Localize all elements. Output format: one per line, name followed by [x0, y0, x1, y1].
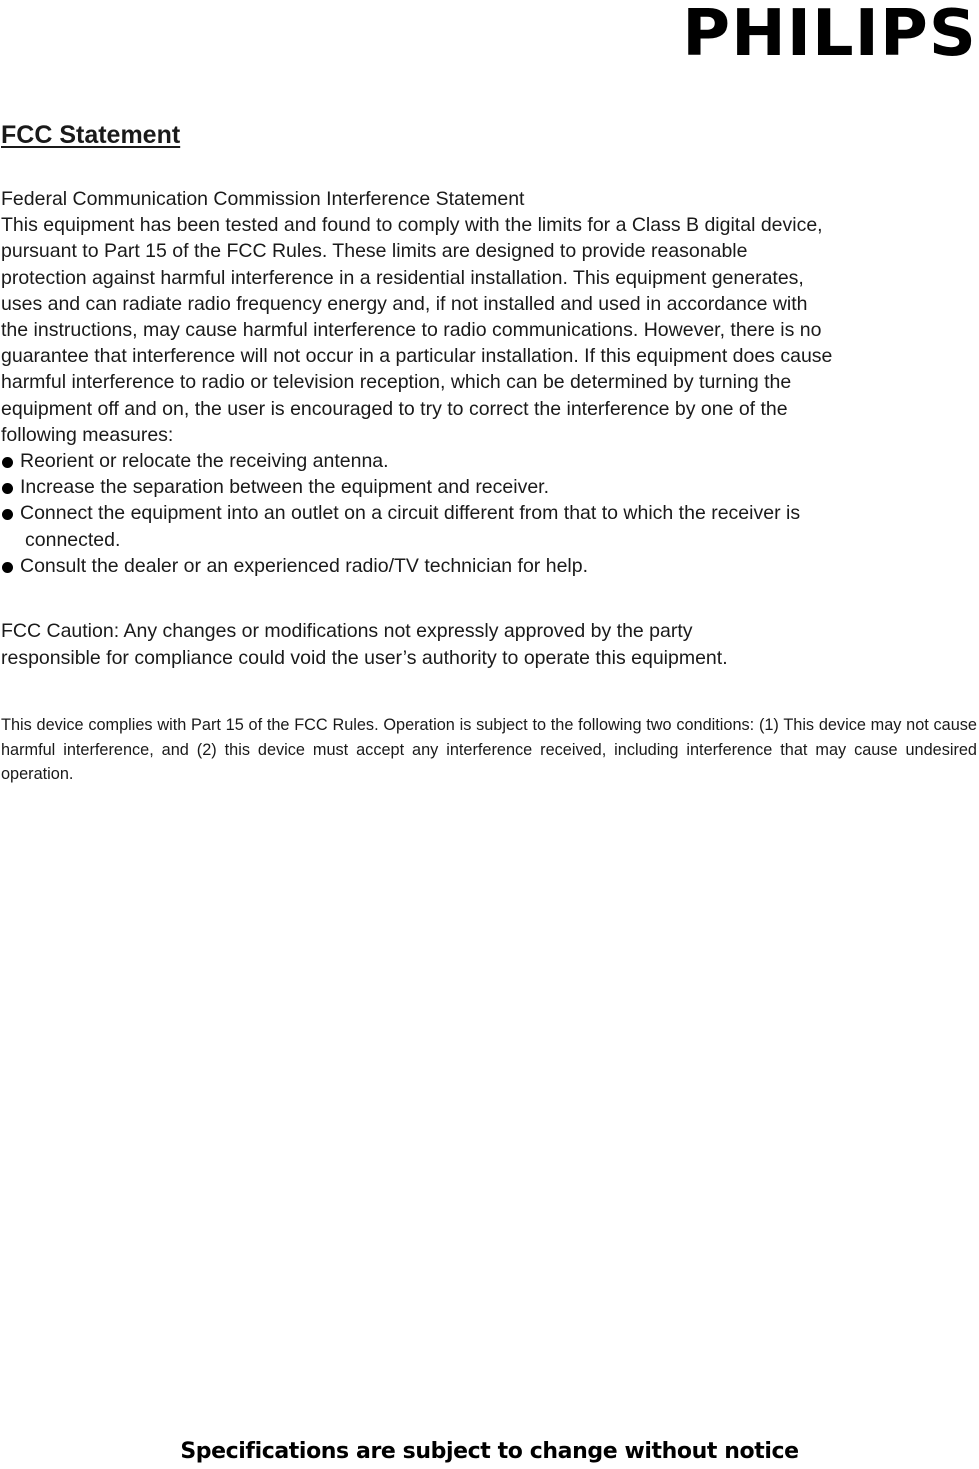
interference-line: This equipment has been tested and found to comply with the limits for a Class B digital device, [1, 214, 823, 237]
interference-line: uses and can radiate radio frequency energy and, if not installed and used in accordance with [1, 292, 808, 315]
measures-list [1, 448, 977, 579]
footer-notice: Specifications are subject to change without notice [180, 1439, 799, 1464]
interference-line: following measures: [1, 423, 174, 446]
interference-line: pursuant to Part 15 of the FCC Rules. These limits are designed to provide reasonable [1, 240, 748, 263]
bullet-icon [2, 483, 13, 494]
philips-logo: PHILIPS [682, 0, 977, 71]
interference-line: the instructions, may cause harmful interference to radio communications. However, there is no [1, 319, 822, 342]
list-item [1, 500, 977, 552]
list-item [1, 448, 977, 474]
list-item [1, 553, 977, 579]
measure-text: Consult the dealer or an experienced radio/TV technician for help. [20, 554, 589, 577]
fcc-caution [1, 618, 977, 671]
bullet-icon [2, 457, 13, 468]
interference-line: equipment off and on, the user is encouraged to try to correct the interference by one of the [1, 397, 788, 420]
interference-line: harmful interference to radio or television reception, which can be determined by turning the [1, 371, 792, 394]
list-item [1, 474, 977, 500]
measure-text: Connect the equipment into an outlet on a circuit different from that to which the receiver is [20, 502, 801, 525]
compliance-statement [1, 713, 977, 787]
bullet-icon [2, 509, 13, 520]
compliance-text: This device complies with Part 15 of the FCC Rules. Operation is subject to the following two conditions: (1) This device may not cause harmful interference, and (2) this device must accept any interference received, including interference that may cause undesired operation. [1, 716, 977, 783]
page-title: FCC Statement [1, 121, 181, 149]
bullet-icon [2, 562, 13, 573]
interference-heading: Federal Communication Commission Interference Statement [1, 188, 525, 210]
interference-statement [1, 186, 977, 579]
interference-line: protection against harmful interference in a residential installation. This equipment generates, [1, 266, 804, 289]
interference-line: guarantee that interference will not occur in a particular installation. If this equipment does cause [1, 345, 833, 368]
caution-line: responsible for compliance could void the user’s authority to operate this equipment. [1, 646, 728, 669]
caution-line: FCC Caution: Any changes or modifications not expressly approved by the party [1, 620, 693, 642]
measure-continuation: connected. [25, 528, 121, 551]
measure-text: Increase the separation between the equipment and receiver. [20, 476, 550, 499]
measure-text: Reorient or relocate the receiving antenna. [20, 450, 389, 473]
